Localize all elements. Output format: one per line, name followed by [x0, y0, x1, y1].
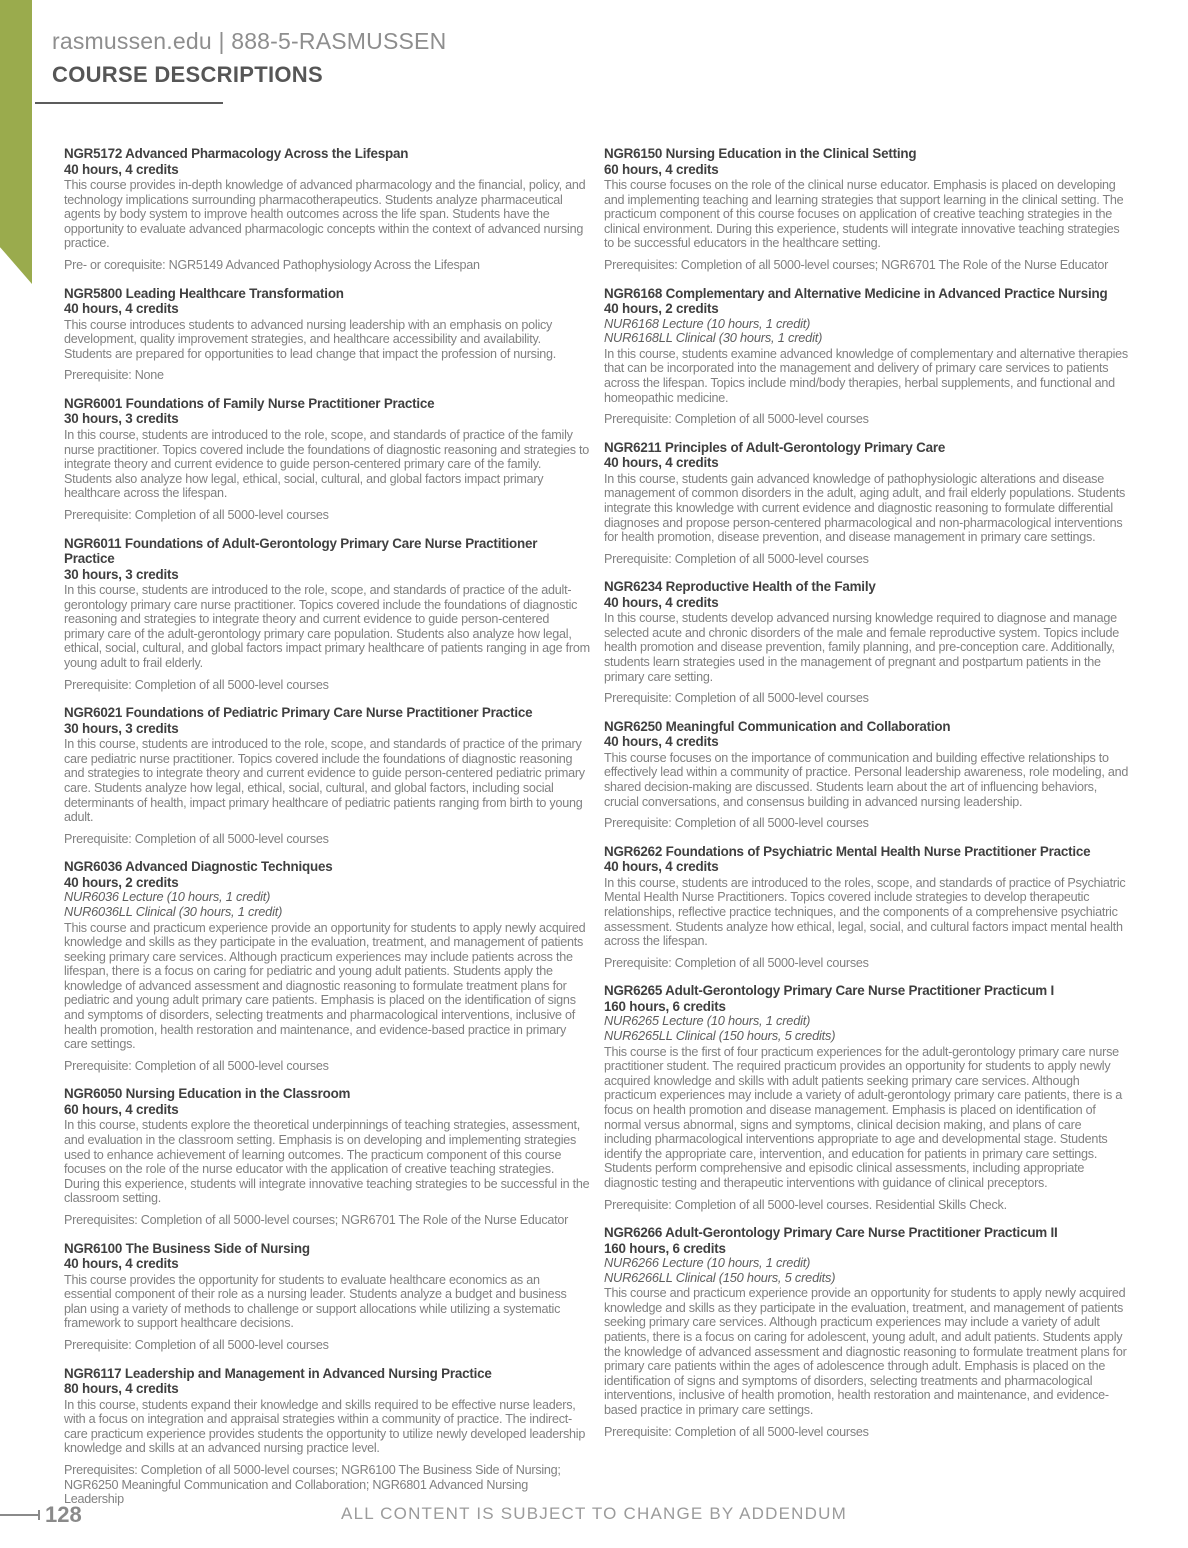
course-description: This course focuses on the role of the clinical nurse educator. Emphasis is placed on developing and implementing teaching and learning strategies that support learning in the clinical setting. The practicum component of this course focuses on application of creative teaching strategies in the clinical environment. During this experience, students will integrate innovative teaching strategies to be successful educators in the healthcare setting. — [604, 178, 1124, 251]
course-description: This course provides the opportunity for students to evaluate healthcare economics as an essential component of their role as a nursing leader. Students analyze a budget and business plan using a variety of methods to challenge or support allocations while utilizing a systematic framework to support healthcare decisions. — [64, 1272, 567, 1331]
course-component: NUR6265LL Clinical (150 hours, 5 credits) — [604, 1027, 836, 1043]
course-description: This course introduces students to advanced nursing leadership with an emphasis on policy development, quality improvement strategies, and healthcare accessibility and availability. Students are prepared for opportunities to lead change that impact the profession of nursing. — [64, 317, 557, 361]
course-entry — [604, 440, 1130, 567]
course-hours: 40 hours, 4 credits — [604, 455, 719, 471]
course-hours: 40 hours, 2 credits — [604, 301, 719, 317]
course-prerequisite: Prerequisite: Completion of all 5000-level courses — [64, 677, 329, 692]
course-heading: NGR6250 Meaningful Communication and Collaboration — [604, 718, 951, 734]
course-prerequisite: Prerequisite: Completion of all 5000-level courses — [604, 816, 869, 831]
site-contact-line: rasmussen.edu | 888-5-RASMUSSEN — [52, 28, 447, 54]
course-hours: 40 hours, 4 credits — [64, 301, 179, 317]
course-heading: NGR6168 Complementary and Alternative Medicine in Advanced Practice Nursing — [604, 285, 1108, 301]
course-prerequisite: Prerequisites: Completion of all 5000-level courses; NGR6701 The Role of the Nurse Educator — [64, 1213, 569, 1227]
course-prerequisite: Prerequisite: Completion of all 5000-level courses — [64, 507, 329, 522]
course-description: In this course, students are introduced to the roles, scope, and standards of practice of Psychiatric Mental Health Nurse Practitioners. Topics covered include strategies to develop therapeutic relationships, reflective practice techniques, and the components of a comprehensive psychiatric assessment. Students analyze how ethical, legal, social, and cultural factors impact mental health across the lifespan. — [604, 875, 1126, 949]
course-prerequisite: Prerequisites: Completion of all 5000-level courses; NGR6701 The Role of the Nurse Educator — [604, 257, 1109, 272]
course-heading: NGR6036 Advanced Diagnostic Techniques — [64, 859, 333, 875]
title-underline — [35, 102, 223, 104]
course-heading: NGR5172 Advanced Pharmacology Across the Lifespan — [64, 146, 409, 161]
course-heading: NGR6050 Nursing Education in the Classroom — [64, 1086, 351, 1102]
course-entry — [604, 146, 1130, 273]
course-heading: NGR6211 Principles of Adult-Gerontology Primary Care — [604, 439, 946, 455]
course-component: NUR6266 Lecture (10 hours, 1 credit) — [604, 1255, 811, 1271]
course-prerequisite: Prerequisite: Completion of all 5000-level courses — [604, 551, 869, 566]
course-heading: NGR6150 Nursing Education in the Clinical Setting — [604, 146, 917, 161]
course-prerequisite: Prerequisite: Completion of all 5000-level courses — [604, 412, 869, 427]
course-heading: NGR6117 Leadership and Management in Advanced Nursing Practice — [64, 1365, 492, 1381]
course-heading: NGR6100 The Business Side of Nursing — [64, 1240, 310, 1256]
course-prerequisite: Prerequisite: Completion of all 5000-level courses — [64, 1058, 329, 1073]
course-hours: 60 hours, 4 credits — [604, 161, 719, 177]
course-heading: NGR6021 Foundations of Pediatric Primary Care Nurse Practitioner Practice — [64, 705, 533, 721]
course-description: In this course, students are introduced to the role, scope, and standards of practice of the family nurse practitioner. Topics covered include the foundations of diagnostic reasoning and strategies to integrate theory and current evidence to guide person-centered primary care of the family. Students also analyze how legal, ethical, social, cultural, and global factors impact primary healthcare across the lifespan. — [64, 427, 590, 501]
course-entry — [64, 859, 590, 1073]
course-hours: 40 hours, 4 credits — [64, 1256, 179, 1272]
course-heading: NGR6011 Foundations of Adult-Gerontology Primary Care Nurse Practitioner Practice — [64, 535, 538, 566]
page-header — [35, 28, 446, 104]
left-column — [64, 146, 590, 1520]
course-entry — [604, 1225, 1130, 1439]
course-entry — [64, 396, 590, 523]
course-entry — [64, 536, 590, 693]
course-hours: 30 hours, 3 credits — [64, 720, 179, 736]
course-component: NUR6168 Lecture (10 hours, 1 credit) — [604, 315, 811, 331]
right-column — [604, 146, 1130, 1520]
course-description: In this course, students expand their knowledge and skills required to be effective nurse leaders, with a focus on integration and appraisal strategies within a community of practice. The indirect-care practicum experience provides students the opportunity to utilize newly developed leadership knowledge and skills at an advanced nursing practice level. — [64, 1397, 586, 1456]
course-heading: NGR6001 Foundations of Family Nurse Practitioner Practice — [64, 395, 435, 411]
course-prerequisite: Prerequisite: Completion of all 5000-level courses — [604, 1424, 869, 1439]
course-description: In this course, students develop advanced nursing knowledge required to diagnose and manage selected acute and chronic disorders of the male and female reproductive system. Topics include health promotion and disease prevention, family planning, and pre-conception care. Additionally, students learn strategies used in the management of pregnant and postpartum patients in the primary care setting. — [604, 611, 1120, 684]
course-hours: 160 hours, 6 credits — [604, 1240, 726, 1256]
course-entry — [64, 146, 590, 273]
course-hours: 40 hours, 4 credits — [64, 161, 179, 177]
course-entry — [604, 579, 1130, 706]
course-heading: NGR5800 Leading Healthcare Transformation — [64, 285, 344, 301]
page-footer — [0, 1502, 1188, 1536]
course-prerequisite: Prerequisite: Completion of all 5000-level courses — [64, 831, 329, 846]
course-entry — [64, 1086, 590, 1227]
course-entry — [604, 983, 1130, 1212]
course-entry — [64, 1241, 590, 1353]
course-component: NUR6036LL Clinical (30 hours, 1 credit) — [64, 903, 283, 919]
course-columns — [64, 146, 1130, 1520]
course-entry — [64, 705, 590, 846]
course-prerequisite: Prerequisite: None — [64, 368, 164, 383]
course-description: This course focuses on the importance of communication and building effective relationships to effectively lead within a community of practice. Personal leadership awareness, role modeling, and shared decision-making are discussed. Students learn about the art of influencing behaviors, crucial conversations, and consensus building in advanced nursing leadership. — [604, 750, 1129, 809]
addendum-notice: ALL CONTENT IS SUBJECT TO CHANGE BY ADDENDUM — [341, 1504, 847, 1523]
course-entry — [604, 286, 1130, 427]
course-prerequisite: Prerequisites: Completion of all 5000-level courses; NGR6100 The Business Side of Nursing; NGR6250 Meaningful Communication and Collaboration; NGR6801 Advanced Nursing Leadership — [64, 1462, 561, 1507]
course-prerequisite: Prerequisite: Completion of all 5000-level courses — [604, 691, 869, 706]
course-component: NUR6265 Lecture (10 hours, 1 credit) — [604, 1013, 811, 1029]
green-accent-bar — [0, 0, 32, 284]
course-prerequisite: Pre- or corequisite: NGR5149 Advanced Pathophysiology Across the Lifespan — [64, 257, 480, 272]
course-hours: 40 hours, 4 credits — [604, 859, 719, 875]
course-description: This course and practicum experience provide an opportunity for students to apply newly acquired knowledge and skills as they participate in the evaluation, treatment, and management of patients seeking primary care services. Although practicum experiences may include a variety of adult patients, there is a focus on caring for adolescent, young adult, and adult patients. Students apply the knowledge of advanced assessment and diagnostic reasoning to formulate treatment plans for primary care patients within the ages of adolescence through adult. Emphasis is placed on the identification of signs and symptoms of disorders, selecting treatments and pharmacological interventions, inclusive of health promotion, health restoration and maintenance, and evidence-based practice in primary care settings. — [604, 1286, 1127, 1418]
course-description: In this course, students explore the theoretical underpinnings of teaching strategies, assessment, and evaluation in the classroom setting. Emphasis is on developing and implementing strategies used to enhance achievement of learning outcomes. The practicum component of this course focuses on the role of the nurse educator with the application of creative teaching strategies. During this experience, students will integrate innovative teaching strategies to be successful in the classroom setting. — [64, 1118, 590, 1206]
course-hours: 80 hours, 4 credits — [64, 1381, 179, 1397]
course-component: NUR6266LL Clinical (150 hours, 5 credits) — [604, 1269, 836, 1285]
course-description: In this course, students are introduced to the role, scope, and standards of practice of the primary care pediatric nurse practitioner. Topics covered include the foundations of diagnostic reasoning and strategies to integrate theory and current evidence to guide person-centered pediatric primary care. Students analyze how legal, ethical, social, cultural, and global factors, including social determinants of health, impact primary healthcare of pediatric patients ranging from birth to young adult. — [64, 737, 585, 825]
course-hours: 30 hours, 3 credits — [64, 411, 179, 427]
course-prerequisite: Prerequisite: Completion of all 5000-level courses. Residential Skills Check. — [604, 1197, 1007, 1212]
course-hours: 40 hours, 4 credits — [604, 594, 719, 610]
course-description: This course is the first of four practicum experiences for the adult-gerontology primary care nurse practitioner student. The required practicum provides an opportunity for students to apply newly acquired knowledge and skills with adult patients seeking primary care services. Although practicum experiences may include a variety of adult-gerontology primary care patients, there is a focus on health promotion and disease management. Emphasis is placed on identification of normal versus abnormal, signs and symptoms, clinical decision making, and plans of care including pharmacological interventions appropriate to age and developmental stage. Students identify the appropriate care, intervention, and education for patients in primary care settings. Students perform comprehensive and episodic clinical assessments, including appropriate diagnostic testing and therapeutic interventions with guidance of clinical preceptors. — [604, 1044, 1122, 1190]
course-component: NUR6036 Lecture (10 hours, 1 credit) — [64, 889, 271, 905]
course-entry — [604, 719, 1130, 831]
page-number: 128 — [45, 1502, 82, 1527]
course-heading: NGR6234 Reproductive Health of the Family — [604, 579, 876, 595]
course-prerequisite: Prerequisite: Completion of all 5000-level courses — [64, 1337, 329, 1352]
course-description: In this course, students are introduced to the role, scope, and standards of practice of the adult-gerontology primary care nurse practitioner. Topics covered include the foundations of diagnostic reasoning and strategies to integrate theory and current evidence to guide person-centered primary care of the adult-gerontology primary care population. Students also analyze how legal, ethical, social, cultural, and global factors impact primary healthcare of patients ranging in age from young adult to frail elderly. — [64, 583, 590, 670]
course-prerequisite: Prerequisite: Completion of all 5000-level courses — [604, 955, 869, 970]
page-title: COURSE DESCRIPTIONS — [52, 62, 323, 87]
course-hours: 30 hours, 3 credits — [64, 566, 179, 582]
course-entry — [64, 1366, 590, 1507]
course-hours: 40 hours, 2 credits — [64, 874, 179, 890]
course-entry — [604, 844, 1130, 971]
course-hours: 60 hours, 4 credits — [64, 1101, 179, 1117]
course-description: This course and practicum experience provide an opportunity for students to apply newly acquired knowledge and skills as they participate in the evaluation, treatment, and management of patients seeking primary care services. Although practicum experiences may include patients across the lifespan, there is a focus on caring for pediatric and young adult patients. Students apply the knowledge of advanced assessment and diagnostic reasoning to formulate treatment plans for pediatric and young adult primary care patients. Emphasis is placed on the identification of signs and symptoms of disorders, selecting treatments and pharmacological interventions, inclusive of health promotion, health restoration and maintenance, and evidence-based practice in primary care settings. — [64, 920, 586, 1052]
course-heading: NGR6266 Adult-Gerontology Primary Care Nurse Practitioner Practicum II — [604, 1225, 1058, 1241]
course-hours: 160 hours, 6 credits — [604, 998, 726, 1014]
course-heading: NGR6265 Adult-Gerontology Primary Care Nurse Practitioner Practicum I — [604, 983, 1055, 999]
course-heading: NGR6262 Foundations of Psychiatric Mental Health Nurse Practitioner Practice — [604, 843, 1091, 859]
course-hours: 40 hours, 4 credits — [604, 734, 719, 750]
course-description: In this course, students gain advanced knowledge of pathophysiologic alterations and disease management of common disorders in the adult, aging adult, and frail elderly populations. Students integrate this knowledge with current evidence and diagnostic reasoning to formulate differential diagnoses and propose person-centered pharmacological and non-pharmacological interventions for health promotion, disease prevention, and disease management in primary care settings. — [604, 471, 1126, 545]
course-component: NUR6168LL Clinical (30 hours, 1 credit) — [604, 330, 823, 346]
course-entry — [64, 286, 590, 383]
course-description: In this course, students examine advanced knowledge of complementary and alternative therapies that can be incorporated into the management and delivery of primary care services to patients across the lifespan. Topics include mind/body therapies, herbal supplements, and functional and homeopathic medicine. — [604, 346, 1128, 405]
course-description: This course provides in-depth knowledge of advanced pharmacology and the financial, policy, and technology implications surrounding pharmacotherapeutics. Students analyze pharmaceutical agents by body system to improve health outcomes across the life span. Students have the opportunity to evaluate advanced pharmacologic concepts within the context of advanced nursing practice. — [64, 178, 586, 251]
